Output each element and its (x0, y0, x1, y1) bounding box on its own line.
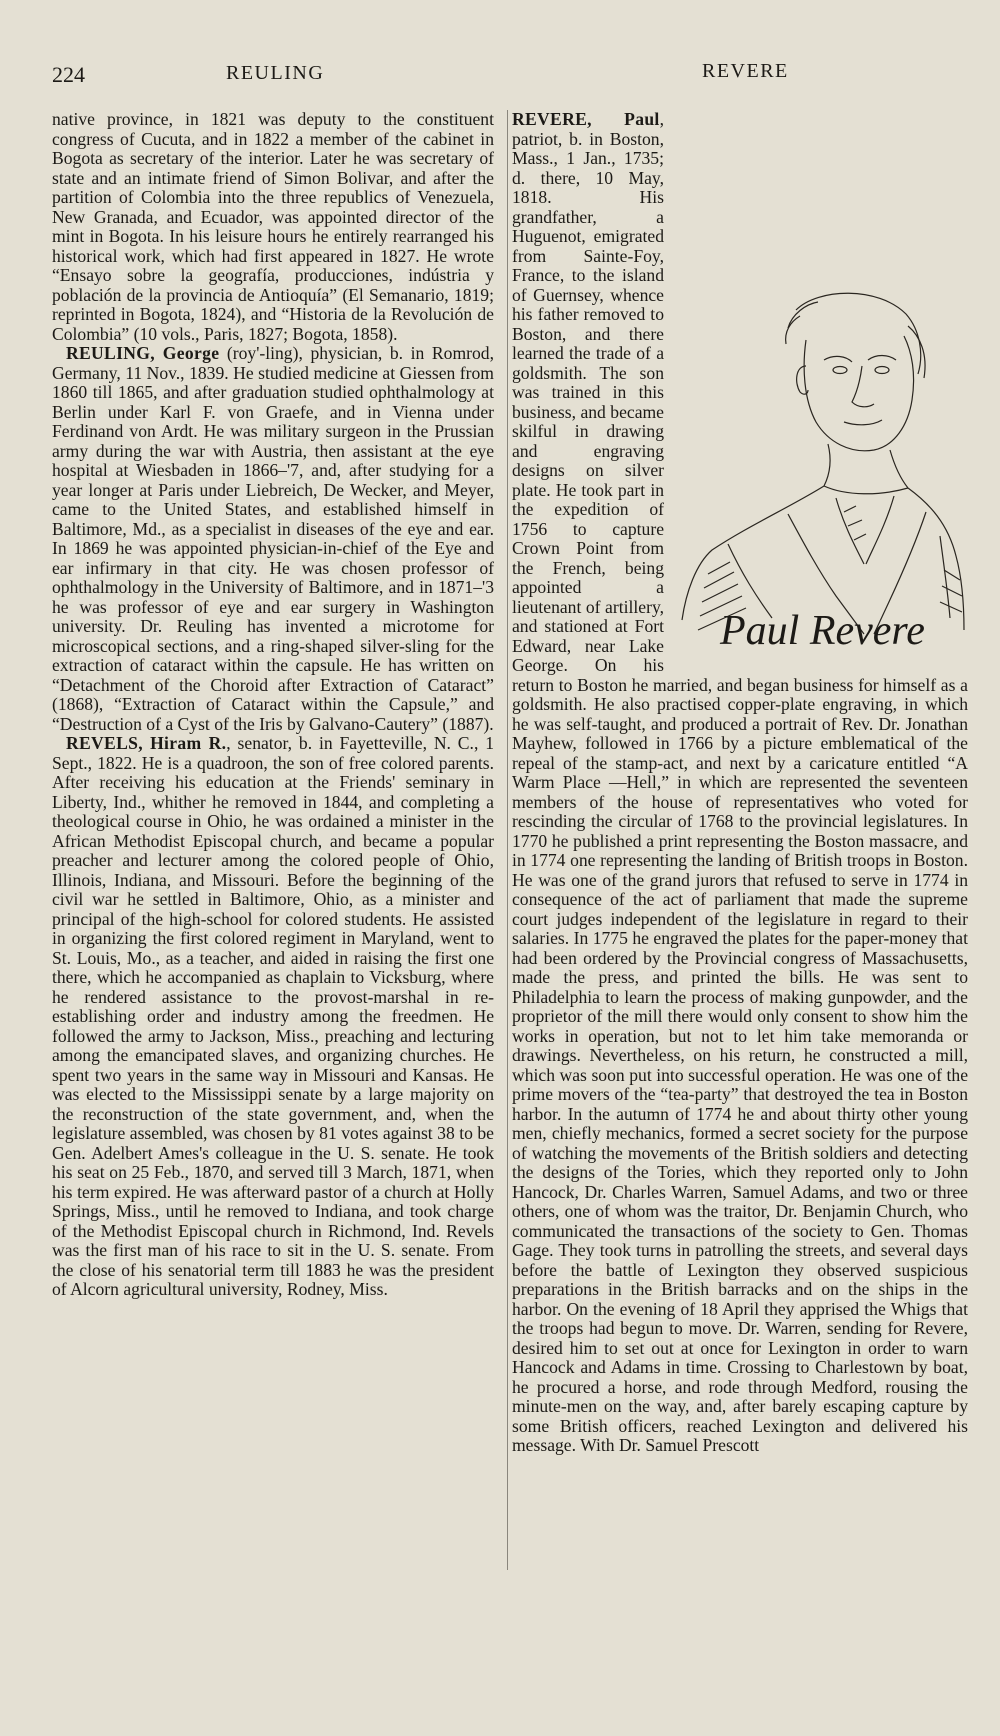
entry-text-revels: , senator, b. in Fayetteville, N. C., 1 Sept., 1822. He is a quadroon, the son of free colored parents. After receiving his education at the Friends' seminary in Liberty, Ind., whither he removed in 1844, and completing a theological course in Ohio, he was ordained a minister in the African Methodist Episcopal church, and became a popular preacher and lecturer among the colored people of Ohio, Illinois, Indiana, and Missouri. Before the beginning of the civil war he settled in Baltimore, Ohio, as a minister and principal of the high-school for colored students. He assisted in organizing the first colored regiment in Maryland, went to St. Louis, Mo., as a teacher, and aided in raising the first one there, which he accompanied as chaplain to Vicksburg, where he rendered assistance to the provost-marshal in re-establishing order and industry among the freedmen. He followed the army to Jackson, Miss., preaching and lecturing among the emancipated slaves, and organizing churches. He spent two years in the same way in Missouri and Kansas. He was elected to the Mississippi senate by a large majority on the reconstruction of the state government, and, when the legislature assembled, was chosen by 81 votes against 38 to be Gen. Adelbert Ames's colleague in the U. S. senate. He took his seat on 25 Feb., 1870, and served till 3 March, 1871, when his term expired. He was afterward pastor of a church at Holly Springs, Miss., until he removed to Indiana, and took charge of the Methodist Episcopal church in Richmond, Ind. Revels was the first man of his race to sit in the U. S. senate. From the close of his senatorial term till 1883 he was the president of Alcorn agricultural university, Rodney, Miss. (52, 733, 494, 1299)
page-number: 224 (52, 62, 85, 87)
signature-graphic (714, 602, 974, 658)
left-column (52, 110, 494, 1710)
headword-reuling: REULING, George (66, 343, 220, 363)
running-head-left: REULING (226, 62, 325, 84)
signature-paul-revere (714, 602, 974, 658)
entry-revels-hiram (52, 734, 494, 1300)
entry-reuling-continuation: native province, in 1821 was deputy to the constituent congress of Cucuta, and in 1822 a member of the cabinet in Bogota as secretary of the interior. Later he was secretary of state and an intimate friend of Simon Bolivar, and after the partition of Colombia into the three republics of Venezuela, New Granada, and Ecuador, was appointed director of the mint in Bogota. In his leisure hours he entirely rearranged his historical work, which had first appeared in 1827. He wrote “Ensayo sobre la geografía, producciones, indústria y población de la provincia de Antioquía” (El Semanario, 1819; reprinted in Bogota, 1824), and “Historia de la Revolución de Colombia” (10 vols., Paris, 1827; Bogota, 1858). (52, 110, 494, 344)
column-rule (507, 110, 508, 1570)
signature-text: Paul Revere (720, 608, 925, 654)
entry-reuling-george (52, 344, 494, 734)
headword-revere: REVERE, Paul (512, 110, 660, 129)
entry-text-reuling: (roy'-ling), physician, b. in Romrod, Germany, 11 Nov., 1839. He studied medicine at Giessen from 1860 till 1865, and after graduation studied ophthalmology at Berlin under Karl F. von Graefe, and in Vienna under Ferdinand von Ardt. He was military surgeon in the Prussian army during the war with Austria, then assistant at the eye hospital at Wiesbaden in 1866–'7, and, after studying for a year longer at Paris under Liebreich, De Wecker, and Meyer, came to the United States, and established himself in Baltimore, Md., as a specialist in diseases of the eye and ear. In 1869 he was appointed physician-in-chief of the Eye and ear infirmary in that city. He was chosen professor of ophthalmology in the University of Baltimore, and in 1871–'3 he was professor of eye and ear surgery in Washington university. Dr. Reuling has invented a microtome for microscopical sections, and a ring-shaped silver-sling for the extraction of cataract within the capsule. He has written on “Detachment of the Choroid after Extraction of Cataract” (1868), “Extraction of Cataract within the Capsule,” and “Destruction of a Cyst of the Iris by Galvano-Cautery” (1887). (52, 343, 494, 734)
headword-revels: REVELS, Hiram R. (66, 733, 227, 753)
running-head-right: REVERE (702, 60, 789, 82)
right-column (512, 110, 968, 1710)
entry-text-revere: , patriot, b. in Boston, Mass., 1 Jan., 1735; d. there, 10 May, 1818. His grandfather, a Huguenot, emigrated from Sainte-Foy, France, to the island of Guernsey, whence his father removed to Boston, and there learned the trade of a goldsmith. The son was trained in this business, and became skilful in drawing and engraving designs on silver plate. He took part in the expedition of 1756 to capture Crown Point from the French, being appointed a lieutenant of artillery, and stationed at Fort Edward, near Lake George. On his return to Boston he married, and began business for himself as a goldsmith. He also practised copper-plate engraving, in which he was self-taught, and produced a portrait of Rev. Dr. Jonathan Mayhew, followed in 1766 by a picture emblematical of the repeal of the stamp-act, and next by a caricature entitled “A Warm Place —Hell,” in which are represented the seventeen members of the house of representatives who voted for rescinding the circular of 1768 to the provincial legislatures. In 1770 he published a print representing the Boston massacre, and in 1774 one representing the landing of British troops in Boston. He was one of the grand jurors that refused to serve in 1774 in consequence of the act of parliament that made the supreme court judges independent of the legislature in regard to their salaries. In 1775 he engraved the plates for the paper-money that had been ordered by the Provincial congress of Massachusetts, made the press, and printed the bills. He was sent to Philadelphia to learn the process of making gunpowder, and the proprietor of the mill there would only consent to show him the works in operation, but not to let him take memoranda or drawings. Nevertheless, on his return, he constructed a mill, which was soon put into successful operation. He was one of the prime movers of the “tea-party” that destroyed the tea in Boston harbor. In the autumn of 1774 he and about thirty other young men, chiefly mechanics, formed a secret society for the purpose of watching the movements of the British soldiers and detecting the designs of the Tories, which they reported only to John Hancock, Dr. Charles Warren, Samuel Adams, and two or three others, one of whom was the traitor, Dr. Benjamin Church, who communicated the transactions of the society to Gen. Thomas Gage. They took turns in patrolling the streets, and several days before the battle of Lexington they observed suspicious preparations in the British barracks and on the ships in the harbor. On the evening of 18 April they apprised the Whigs that the troops had begun to move. Dr. Warren, sending for Revere, desired him to set out at once for Lexington in order to warn Hancock and Adams in time. Crossing to Charlestown by boat, he procured a horse, and rode through Medford, rousing the minute-men on the way, and, after barely escaping capture by some British officers, reached Lexington and delivered his message. With Dr. Samuel Prescott (512, 110, 968, 1455)
portrait-lines (682, 293, 964, 634)
